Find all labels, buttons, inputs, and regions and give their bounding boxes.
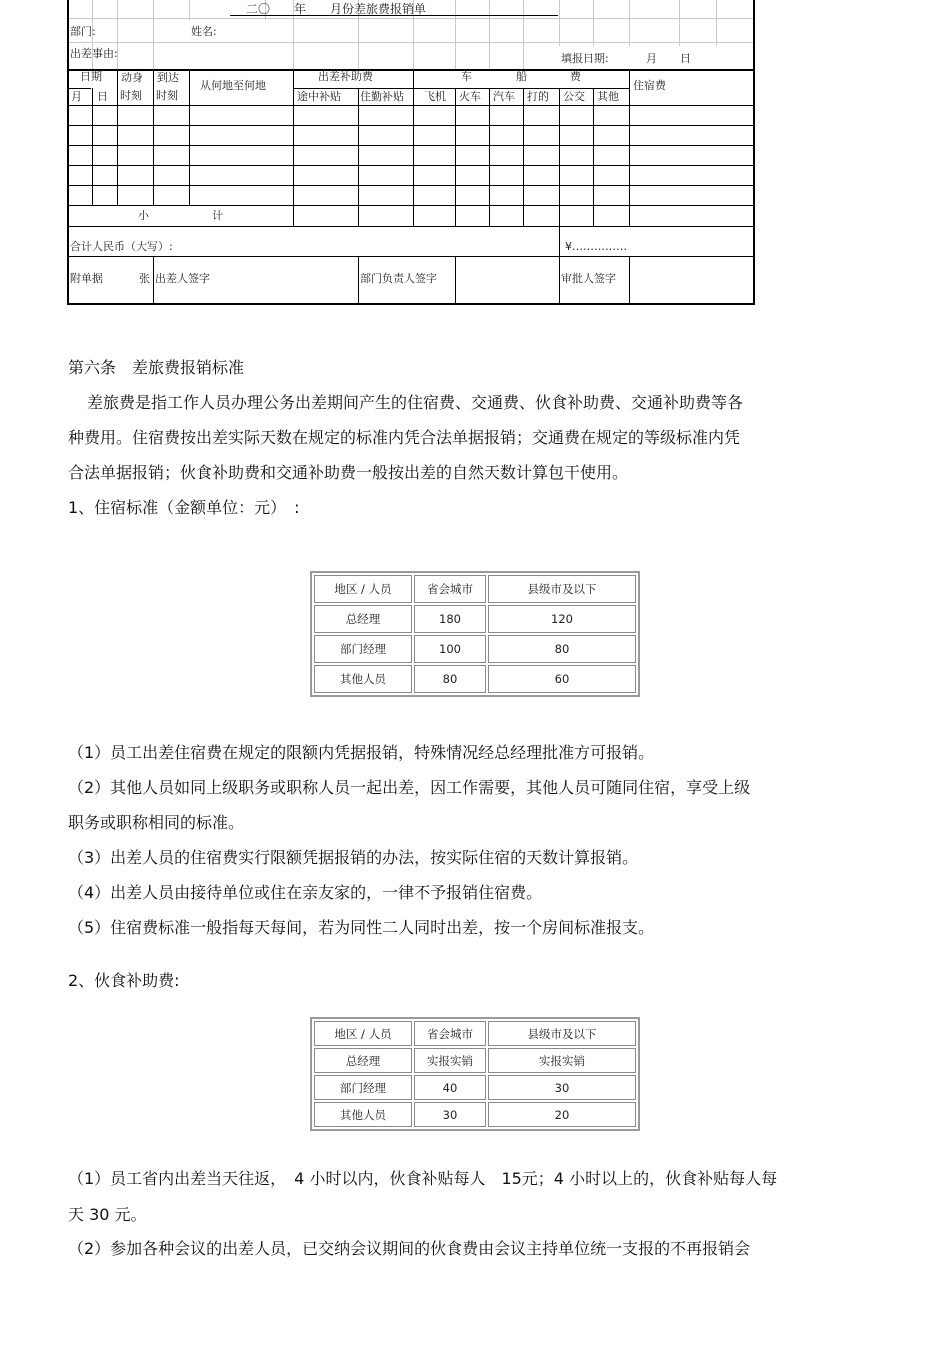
rule [67,185,755,186]
rule [67,165,755,166]
table-cell: 80 [488,635,636,663]
intro-line: 合法单据报销；伙食补助费和交通补助费一般按出差的自然天数计算包干使用。 [68,463,629,482]
table-cell: 40 [414,1075,486,1100]
lodging-rule: （1）员工出差住宿费在规定的限额内凭据报销，特殊情况经总经理批准方可报销。 [68,743,655,762]
table-cell: 总经理 [314,605,412,633]
total-label: 合计人民币（大写）: [70,240,173,253]
lodging-section-heading: 1、住宿标准（金额单位：元） : [68,498,300,517]
grid-line [559,0,560,46]
intro-line: 种费用。住宿费按出差实际天数在规定的标准内凭合法单据报销；交通费在规定的等级标准内凭 [68,428,741,447]
grid-line [68,42,754,43]
table-cell: 20 [488,1102,636,1127]
table-cell: 其他人员 [314,665,412,693]
table-header-row [314,1021,636,1046]
grid-line [629,0,630,46]
table-cell: 部门经理 [314,635,412,663]
grid-line [593,0,594,46]
meal-allowance-table [310,1017,640,1131]
col-bus: 公交 [563,90,585,103]
col-day: 日 [97,90,108,103]
col-subsidy-dinner: 住勤补贴 [360,90,404,103]
col-arrive-1: 到达 [157,71,179,84]
rule [358,88,359,226]
table-cell: 实报实销 [414,1048,486,1073]
col-car: 汽车 [493,90,515,103]
table-cell: 100 [414,635,486,663]
rule [67,256,755,257]
meal-rule: （1）员工省内出差当天往返， 4 小时以内，伙食补贴每人 15元；4 小时以上的，伙食补贴每人每 [68,1169,778,1188]
grid-line [679,0,680,46]
col-plane: 飞机 [424,90,446,103]
meal-section-heading: 2、伙食补助费: [68,971,180,990]
rule [67,145,755,146]
header-cell: 省会城市 [414,1021,486,1046]
col-subsidy-transit: 途中补贴 [297,90,341,103]
grid-line [716,0,717,46]
table-cell: 部门经理 [314,1075,412,1100]
meal-rule: 天 30 元。 [68,1205,147,1224]
rule [358,256,359,304]
rule [67,205,755,206]
rule [92,88,93,206]
table-cell: 60 [488,665,636,693]
col-depart-2: 时刻 [120,89,142,102]
col-date: 日期 [80,70,102,83]
rule [189,70,190,206]
rule [629,256,630,304]
rule [67,105,755,106]
col-depart-1: 动身 [121,71,143,84]
dept-label: 部门: [70,25,96,38]
col-taxi: 打的 [527,90,549,103]
header-cell: 县级市及以下 [488,1021,636,1046]
intro-line: 差旅费是指工作人员办理公务出差期间产生的住宿费、交通费、伙食补助费、交通补助费等各 [87,393,744,412]
rule [455,256,456,304]
table-cell: 其他人员 [314,1102,412,1127]
table-row [314,1048,636,1073]
attachments-unit: 张 [139,272,150,285]
header-cell: 省会城市 [414,575,486,603]
table-cell: 30 [414,1102,486,1127]
dept-head-signature-label: 部门负责人签字 [360,272,437,285]
lodging-rule: 职务或职称相同的标准。 [68,813,245,832]
grid-line [489,0,490,70]
table-cell: 120 [488,605,636,633]
rule [629,70,630,226]
rule [67,125,755,126]
table-row [314,665,636,693]
fill-date-day: 日 [680,52,691,65]
rule [293,70,294,226]
table-cell: 30 [488,1075,636,1100]
grid-line [153,0,154,70]
table-cell: 180 [414,605,486,633]
col-vehicle-2: 船 [516,70,527,83]
table-row [314,1075,636,1100]
fill-date-label: 填报日期: [561,52,609,65]
col-vehicle-1: 车 [461,70,472,83]
rule [593,88,594,226]
total-amount: ¥…………… [565,240,627,253]
lodging-rule: （5）住宿费标准一般指每天每间，若为同性二人同时出差，按一个房间标准报支。 [68,918,655,937]
frame-left [67,0,69,305]
grid-line [523,0,524,70]
lodging-standard-table [310,571,640,697]
col-train: 火车 [459,90,481,103]
subtotal-label-2: 计 [212,209,223,222]
subtotal-label-1: 小 [138,209,149,222]
fill-date-month: 月 [646,52,657,65]
grid-line [455,0,456,70]
col-lodging: 住宿费 [633,79,666,92]
col-arrive-2: 时刻 [156,89,178,102]
traveler-signature-label: 出差人签字 [155,272,210,285]
lodging-rule: （2）其他人员如同上级职务或职称人员一起出差，因工作需要，其他人员可随同住宿，享受上级 [68,778,751,797]
grid-line [189,0,190,20]
frame-right [753,0,755,305]
rule [413,70,414,226]
col-vehicle-3: 费 [570,70,581,83]
form-title: 二〇 年 月份差旅费报销单 [246,2,427,16]
table-header-row [314,575,636,603]
lodging-rule: （4）出差人员由接待单位或住在亲友家的，一律不予报销住宿费。 [68,883,543,902]
reason-label: 出差事由: [70,47,118,60]
rule [489,88,490,226]
col-subsidy: 出差补助费 [318,70,373,83]
rule [117,70,118,206]
rule [67,226,755,227]
table-row [314,1102,636,1127]
table-cell: 80 [414,665,486,693]
attachments-label: 附单据 [70,272,103,285]
rule [67,88,91,89]
col-other: 其他 [597,90,619,103]
article-heading: 第六条 差旅费报销标准 [68,358,245,377]
rule [293,88,629,89]
header-cell: 县级市及以下 [488,575,636,603]
lodging-rule: （3）出差人员的住宿费实行限额凭据报销的办法，按实际住宿的天数计算报销。 [68,848,639,867]
meal-rule: （2）参加各种会议的出差人员，已交纳会议期间的伙食费由会议主持单位统一支报的不再报销会 [68,1239,751,1258]
expense-report-form [0,0,950,310]
table-row [314,635,636,663]
rule [559,226,560,304]
header-cell: 地区 / 人员 [314,1021,412,1046]
table-cell: 总经理 [314,1048,412,1073]
table-row [314,605,636,633]
table-cell: 实报实销 [488,1048,636,1073]
name-label: 姓名: [191,25,217,38]
rule [153,256,154,304]
rule [523,88,524,226]
approver-signature-label: 审批人签字 [561,272,616,285]
rule [455,88,456,226]
header-cell: 地区 / 人员 [314,575,412,603]
col-route: 从何地至何地 [200,79,266,92]
col-month: 月 [71,90,82,103]
rule [559,88,560,226]
frame-bottom [67,303,755,305]
grid-line [68,18,754,19]
rule [153,70,154,206]
